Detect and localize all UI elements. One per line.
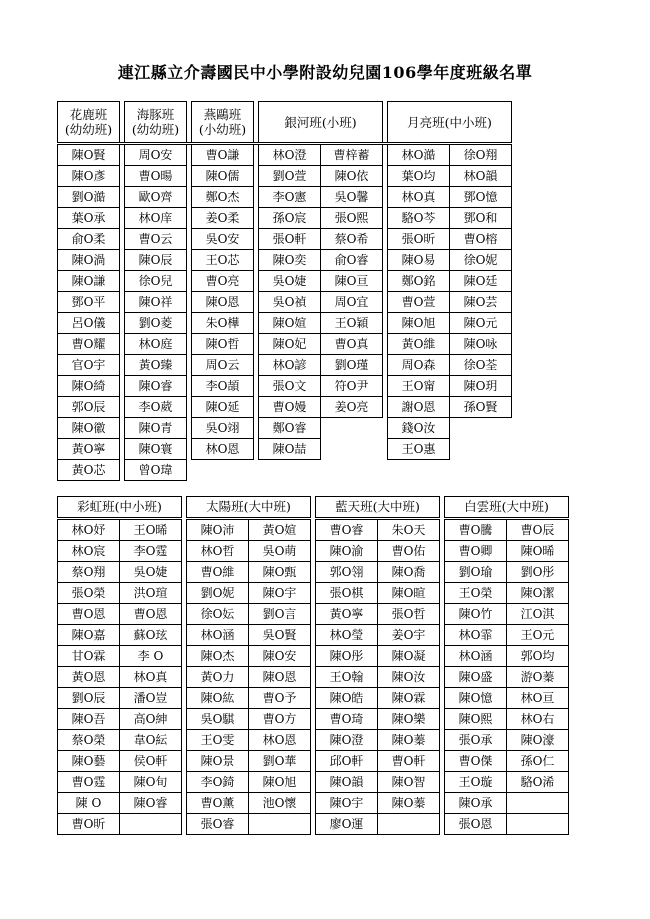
student-name: 朱O樺 [192,313,254,334]
student-name: 王O晞 [120,519,182,541]
student-name: 鄧O憶 [450,187,512,208]
student-name: 黃O維 [388,334,450,355]
class-header: 月亮班(中小班) [388,102,512,144]
student-name: 陳O汝 [378,667,440,688]
student-name: 劉O妮 [187,583,249,604]
student-name: 官O宇 [58,355,120,376]
table-row [58,144,512,166]
class-header [192,102,254,144]
table-row [58,646,569,667]
table-row [58,730,569,751]
student-name: 林O亘 [507,688,569,709]
student-name: 李 O [120,646,182,667]
student-name: 張O睿 [187,814,249,835]
student-name: 侯O軒 [120,751,182,772]
student-name: 俞O睿 [321,250,383,271]
student-name: 曹O琦 [316,709,378,730]
student-name: 陳O韻 [316,772,378,793]
student-name: 王O惠 [388,439,450,460]
student-name: 王O穎 [321,313,383,334]
student-name: 劉O瑜 [445,562,507,583]
student-name: 廖O運 [316,814,378,835]
student-name: 林O韻 [450,166,512,187]
student-name: 曹梓蓄 [321,144,383,166]
student-name: 王O璇 [445,772,507,793]
student-name: 陳O彥 [58,166,120,187]
student-name: 陳O嘉 [58,625,120,646]
student-name: 陳O綺 [58,376,120,397]
student-name: 韋O紜 [120,730,182,751]
table-row [58,583,569,604]
student-name: 郭O均 [507,646,569,667]
student-name: 曹O佑 [378,541,440,562]
table-row [58,751,569,772]
student-name: 黃O恩 [58,667,120,688]
student-name: 曹O昕 [58,814,120,835]
table-row [58,187,512,208]
student-name: 陳O智 [378,772,440,793]
student-name: 林O右 [507,709,569,730]
student-name: 符O尹 [321,376,383,397]
student-name: 林O諺 [259,355,321,376]
student-name: 李O頡 [192,376,254,397]
student-name: 陳O甄 [249,562,311,583]
student-name: 俞O柔 [58,229,120,250]
student-name: 姜O柔 [192,208,254,229]
student-name: 林O哲 [187,541,249,562]
student-name: 曹O卿 [445,541,507,562]
student-name: 陳O喆 [259,439,321,460]
student-name: 陳O彤 [316,646,378,667]
student-name: 陳O儒 [192,166,254,187]
student-name: 吳O安 [192,229,254,250]
table-row [58,667,569,688]
table-row [58,541,569,562]
student-name: 王O甯 [388,376,450,397]
student-name: 張O棋 [316,583,378,604]
student-name: 陳O喬 [378,562,440,583]
student-name: 陳O芸 [450,292,512,313]
student-name: 周O宜 [321,292,383,313]
student-name: 林O瑩 [316,625,378,646]
table-row [58,313,512,334]
student-name: 曹O云 [125,229,187,250]
student-name: 曹O耀 [58,334,120,355]
student-name: 張O恩 [445,814,507,835]
class-name: 海豚班 [136,107,175,122]
student-name: 曹O謙 [192,144,254,166]
table-row [58,793,569,814]
student-name: 陳O睿 [120,793,182,814]
roster-table-2 [57,496,569,835]
student-name: 劉O華 [249,751,311,772]
student-name: 邱O軒 [316,751,378,772]
student-name: 駱O芩 [388,208,450,229]
student-name: 陳O旭 [249,772,311,793]
student-name: 陳O青 [125,418,187,439]
student-name: 李O憲 [259,187,321,208]
student-name: 陳O易 [388,250,450,271]
student-name: 陳O潔 [507,583,569,604]
student-name: 曹O傑 [445,751,507,772]
student-name: 陳O咏 [450,334,512,355]
student-name: 劉O彤 [507,562,569,583]
student-name: 王O雯 [187,730,249,751]
student-name: 陳O元 [450,313,512,334]
student-name: 曹O方 [249,709,311,730]
student-name: 陳O盛 [445,667,507,688]
student-name [507,793,569,814]
class-name: 花鹿班 [69,107,108,122]
student-name: 陳O辰 [125,250,187,271]
table-row [58,418,512,439]
student-name: 呂O儀 [58,313,120,334]
table-row [58,355,512,376]
student-name: 蔡O希 [321,229,383,250]
student-name: 鄭O睿 [259,418,321,439]
student-name: 林O涵 [445,646,507,667]
student-name [192,460,254,481]
table-row [58,250,512,271]
student-name: 陳O晞 [507,541,569,562]
student-name: 劉O萱 [259,166,321,187]
student-name: 吳O賢 [249,625,311,646]
table-row [58,271,512,292]
student-name [450,460,512,481]
student-name: 池O懷 [249,793,311,814]
student-name: 劉O澔 [58,187,120,208]
student-name: 陳O依 [321,166,383,187]
student-name: 陳O景 [187,751,249,772]
student-name: 洪O瑄 [120,583,182,604]
class-header: 白雲班(大中班) [445,497,569,519]
table-row [58,397,512,418]
page-title: 連江縣立介壽國民中小學附設幼兒園106學年度班級名單 [117,63,533,82]
student-name: 陳O廷 [450,271,512,292]
class-level: (小幼班) [198,122,247,137]
student-name: 陳O紘 [187,688,249,709]
student-name: 徐O荃 [450,355,512,376]
student-name: 林O真 [120,667,182,688]
student-name: 曾O瑋 [125,460,187,481]
student-name: 林O庭 [125,334,187,355]
student-name: 陳O祥 [125,292,187,313]
student-name: 曹O予 [249,688,311,709]
student-name: 吳O騏 [187,709,249,730]
student-name: 徐O妘 [187,604,249,625]
table-row [58,292,512,313]
student-name: 曹O騰 [445,519,507,541]
student-name: 周O森 [388,355,450,376]
student-name [259,460,321,481]
student-name: 張O榮 [58,583,120,604]
student-name: 黃O媗 [249,519,311,541]
student-name: 張O文 [259,376,321,397]
student-name: 林O庠 [125,208,187,229]
student-name: 曹O亮 [192,271,254,292]
student-name [450,418,512,439]
student-name: 黃O芯 [58,460,120,481]
student-name: 陳O寰 [125,439,187,460]
student-name: 朱O天 [378,519,440,541]
student-name [378,814,440,835]
student-name: 王O榮 [445,583,507,604]
student-name: 曹O軒 [378,751,440,772]
student-name: 鄭O銘 [388,271,450,292]
table-row [58,519,569,541]
student-name: 陳O恩 [192,292,254,313]
student-name: 李O霆 [120,541,182,562]
student-name: 劉O菱 [125,313,187,334]
student-name: 徐O妮 [450,250,512,271]
student-name: 徐O兒 [125,271,187,292]
student-name: 陳O謙 [58,271,120,292]
student-name: 林O恩 [192,439,254,460]
student-name [120,814,182,835]
student-name: 陳O皓 [316,688,378,709]
student-name: 曹O真 [321,334,383,355]
student-name: 張O軒 [259,229,321,250]
student-name: 吳O禎 [259,292,321,313]
student-name: 陳O玥 [450,376,512,397]
student-name: 陳O睿 [125,376,187,397]
student-name: 林O宸 [58,541,120,562]
student-name: 黃O寧 [58,439,120,460]
student-name: 黃O臻 [125,355,187,376]
student-name: 陳O樂 [378,709,440,730]
student-name: 吳O萌 [249,541,311,562]
student-name: 陳O暄 [378,583,440,604]
student-name: 曹O萱 [388,292,450,313]
student-name: 徐O翔 [450,144,512,166]
student-name: 林O澄 [259,144,321,166]
student-name: 游O蓁 [507,667,569,688]
student-name: 陳 O [58,793,120,814]
student-name: 吳O婕 [259,271,321,292]
student-name: 陳O渦 [58,250,120,271]
table-row [58,376,512,397]
student-name: 張O昕 [388,229,450,250]
student-name: 陳O宇 [316,793,378,814]
table-row [58,334,512,355]
student-name: 謝O恩 [388,397,450,418]
table-row [58,208,512,229]
student-name: 高O紳 [120,709,182,730]
student-name [321,418,383,439]
student-name: 吳O婕 [120,562,182,583]
student-name: 劉O辰 [58,688,120,709]
student-name [507,814,569,835]
student-name: 王O芯 [192,250,254,271]
student-name: 陳O宇 [249,583,311,604]
class-name: 燕鷗班 [203,107,242,122]
student-name: 劉O言 [249,604,311,625]
student-name: 鄧O平 [58,292,120,313]
student-name: 陳O承 [445,793,507,814]
roster-table-1 [57,101,512,481]
student-name: 陳O蓁 [378,793,440,814]
student-name: 曹O霆 [58,772,120,793]
student-name: 陳O渝 [316,541,378,562]
student-name: 王O翰 [316,667,378,688]
student-name: 曹O睿 [316,519,378,541]
student-name: 陳O旬 [120,772,182,793]
student-name: 吳O翊 [192,418,254,439]
student-name: 曹O恩 [120,604,182,625]
student-name: 陳O媗 [259,313,321,334]
student-name: 曹O薰 [187,793,249,814]
table-row [58,562,569,583]
class-header [125,102,187,144]
student-name: 孫O宸 [259,208,321,229]
class-header: 銀河班(小班) [259,102,383,144]
student-name: 曹O恩 [58,604,120,625]
table-row [58,439,512,460]
student-name [321,460,383,481]
student-name: 陳O亘 [321,271,383,292]
table-row [58,688,569,709]
table-row [58,604,569,625]
student-name: 孫O仁 [507,751,569,772]
student-name: 歐O齊 [125,187,187,208]
table-row [58,460,512,481]
student-name [249,814,311,835]
student-name: 吳O馨 [321,187,383,208]
student-name: 郭O翎 [316,562,378,583]
student-name: 陳O霖 [378,688,440,709]
class-level: (幼幼班) [64,122,113,137]
student-name: 李O錡 [187,772,249,793]
student-name: 陳O憶 [445,688,507,709]
student-name: 陳O奕 [259,250,321,271]
student-name: 陳O凝 [378,646,440,667]
student-name: 黃O力 [187,667,249,688]
student-name: 蘇O玹 [120,625,182,646]
student-name: 陳O竹 [445,604,507,625]
student-name: 蔡O榮 [58,730,120,751]
student-name: 陳O恩 [249,667,311,688]
student-name: 甘O霖 [58,646,120,667]
student-name: 張O承 [445,730,507,751]
student-name: 陳O安 [249,646,311,667]
student-name: 張O哲 [378,604,440,625]
student-name: 李O葳 [125,397,187,418]
student-name: 孫O賢 [450,397,512,418]
table-row [58,709,569,730]
student-name: 曹O嫚 [259,397,321,418]
student-name: 陳O哲 [192,334,254,355]
student-name [388,460,450,481]
class-header: 彩虹班(中小班) [58,497,182,519]
student-name: 陳O藝 [58,751,120,772]
student-name: 黃O寧 [316,604,378,625]
student-name: 鄭O杰 [192,187,254,208]
student-name: 陳O濠 [507,730,569,751]
student-name: 陳O蓁 [378,730,440,751]
student-name: 張O熙 [321,208,383,229]
student-name: 陳O徽 [58,418,120,439]
student-name: 曹O辰 [507,519,569,541]
student-name: 錢O汝 [388,418,450,439]
student-name: 陳O賢 [58,144,120,166]
student-name: 曹O暘 [125,166,187,187]
table-row [58,166,512,187]
student-name [321,439,383,460]
student-name: 曹O維 [187,562,249,583]
student-name: 周O安 [125,144,187,166]
student-name: 林O妤 [58,519,120,541]
table-row [58,772,569,793]
student-name: 葉O承 [58,208,120,229]
student-name: 駱O浠 [507,772,569,793]
student-name: 王O元 [507,625,569,646]
student-name [450,439,512,460]
student-name: 陳O熙 [445,709,507,730]
student-name: 陳O旭 [388,313,450,334]
class-level: (幼幼班) [131,122,180,137]
student-name: 陳O澄 [316,730,378,751]
student-name: 劉O瑾 [321,355,383,376]
student-name: 姜O宇 [378,625,440,646]
class-header [58,102,120,144]
student-name: 潘O豈 [120,688,182,709]
class-header: 太陽班(大中班) [187,497,311,519]
student-name: 林O恩 [249,730,311,751]
table-row [58,229,512,250]
student-name: 林O霏 [445,625,507,646]
class-header: 藍天班(大中班) [316,497,440,519]
student-name: 林O澔 [388,144,450,166]
student-name: 陳O杰 [187,646,249,667]
table-row [58,625,569,646]
table-row [58,814,569,835]
student-name: 郭O辰 [58,397,120,418]
student-name: 陳O妃 [259,334,321,355]
student-name: 陳O延 [192,397,254,418]
student-name: 葉O均 [388,166,450,187]
student-name: 蔡O翔 [58,562,120,583]
student-name: 陳O沛 [187,519,249,541]
student-name: 林O真 [388,187,450,208]
student-name: 曹O榕 [450,229,512,250]
student-name: 鄧O和 [450,208,512,229]
student-name: 陳O吾 [58,709,120,730]
student-name: 姜O亮 [321,397,383,418]
student-name: 林O涵 [187,625,249,646]
student-name: 周O云 [192,355,254,376]
student-name: 江O淇 [507,604,569,625]
